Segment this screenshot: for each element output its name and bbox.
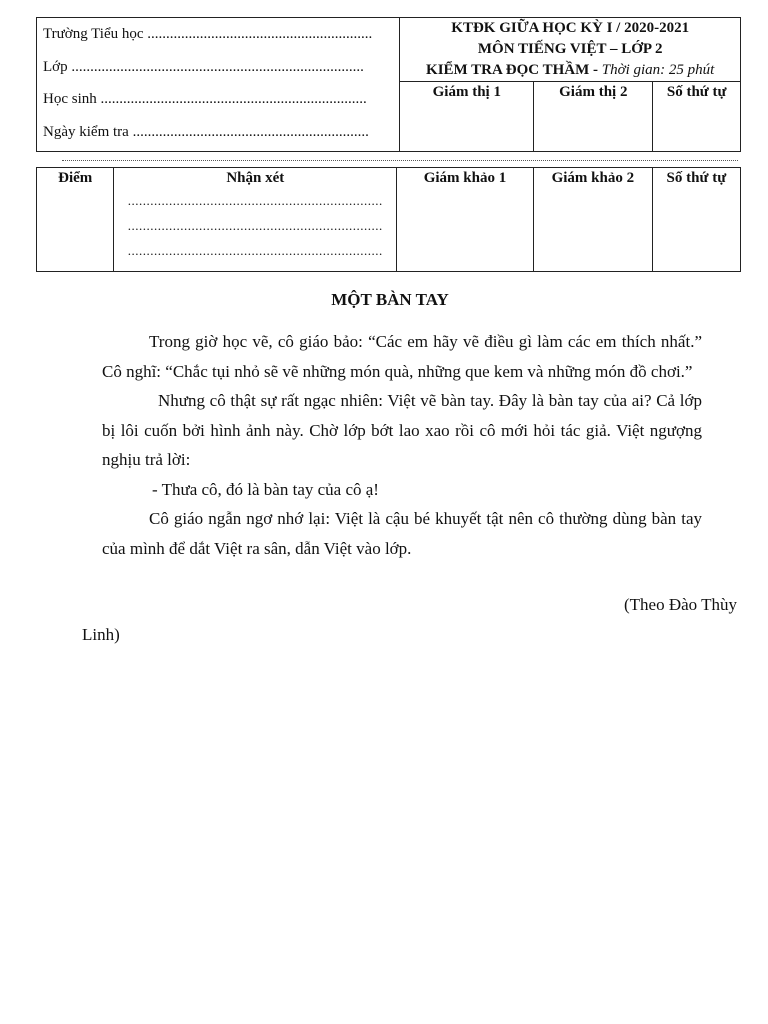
passage-source	[82, 590, 737, 649]
class-dots: ..............................................................................	[71, 58, 364, 75]
source-line-1: (Theo Đào Thùy	[624, 595, 737, 614]
passage-title: MỘT BÀN TAY	[331, 290, 449, 309]
examiner1-label: Giám khảo 1	[423, 170, 507, 186]
examiner1-cell	[397, 168, 534, 272]
proctor1-label: Giám thị 1	[432, 84, 501, 100]
serial-label: Số thứ tự	[666, 84, 727, 100]
score-label: Điểm	[58, 170, 93, 186]
class-label: Lớp	[43, 58, 68, 75]
student-label: Học sinh	[43, 91, 97, 107]
school-dots: ............................................................	[147, 26, 373, 42]
class-field	[43, 51, 399, 84]
proctor1-cell	[400, 82, 534, 152]
exam-title-line1: KTĐK GIỮA HỌC KỲ I / 2020-2021	[451, 20, 690, 36]
score-cell	[37, 168, 114, 272]
exam-title-line2: MÔN TIẾNG VIỆT – LỚP 2	[477, 41, 663, 57]
student-field	[43, 83, 399, 116]
proctor2-cell	[534, 82, 653, 152]
exam-duration: Thời gian: 25 phút	[601, 62, 715, 78]
student-info-cell	[37, 18, 400, 152]
passage-paragraph-2: Nhưng cô thật sự rất ngạc nhiên: Việt vẽ bàn tay. Đây là bàn tay của ai? Cả lớp bị lôi cuốn bởi hình ảnh này. Chờ lớp bớt lao xao rồi cô mới hỏi tác giả. Việt ngượng nghịu trả lời:	[102, 391, 702, 469]
examiner2-label: Giám khảo 2	[551, 170, 635, 186]
comment-label: Nhận xét	[226, 170, 285, 186]
exam-title-cell	[400, 18, 741, 82]
school-label: Trường Tiểu học	[43, 26, 144, 42]
date-label: Ngày kiểm tra	[43, 123, 129, 140]
exam-title-line3-bold: KIỂM TRA ĐỌC THẦM -	[426, 62, 598, 78]
cut-line-divider	[62, 160, 738, 161]
reading-passage	[102, 327, 702, 563]
passage-paragraph-4: Cô giáo ngẫn ngơ nhớ lại: Việt là cậu bé khuyết tật nên cô thường dùng bàn tay của mình để dắt Việt ra sân, dẫn Việt vào lớp.	[102, 509, 702, 558]
examiner2-cell	[533, 168, 652, 272]
exam-title-line3	[400, 60, 740, 81]
score-serial-cell	[652, 168, 740, 272]
comment-dots-line: ....................................................................	[127, 218, 383, 233]
school-field	[43, 18, 399, 51]
student-dots: .......................................................................	[100, 91, 367, 107]
comment-dots-line: ....................................................................	[127, 243, 383, 258]
score-serial-label: Số thứ tự	[666, 170, 727, 186]
passage-paragraph-1: Trong giờ học vẽ, cô giáo bảo: “Các em hãy vẽ điều gì làm các em thích nhất.” Cô nghĩ: “Chắc tụi nhỏ sẽ vẽ những món quà, những que kem và những món đồ chơi.”	[102, 332, 702, 381]
serial-cell	[653, 82, 741, 152]
date-dots: ...............................................................	[132, 123, 369, 140]
passage-paragraph-3: - Thưa cô, đó là bàn tay của cô ạ!	[152, 479, 379, 499]
proctor2-label: Giám thị 2	[559, 84, 628, 100]
comment-dots-line: ....................................................................	[127, 193, 383, 208]
date-field	[43, 116, 399, 149]
score-table	[36, 167, 741, 272]
exam-header-table	[36, 17, 741, 152]
source-line-2: Linh)	[82, 624, 120, 644]
comment-cell	[114, 168, 397, 272]
